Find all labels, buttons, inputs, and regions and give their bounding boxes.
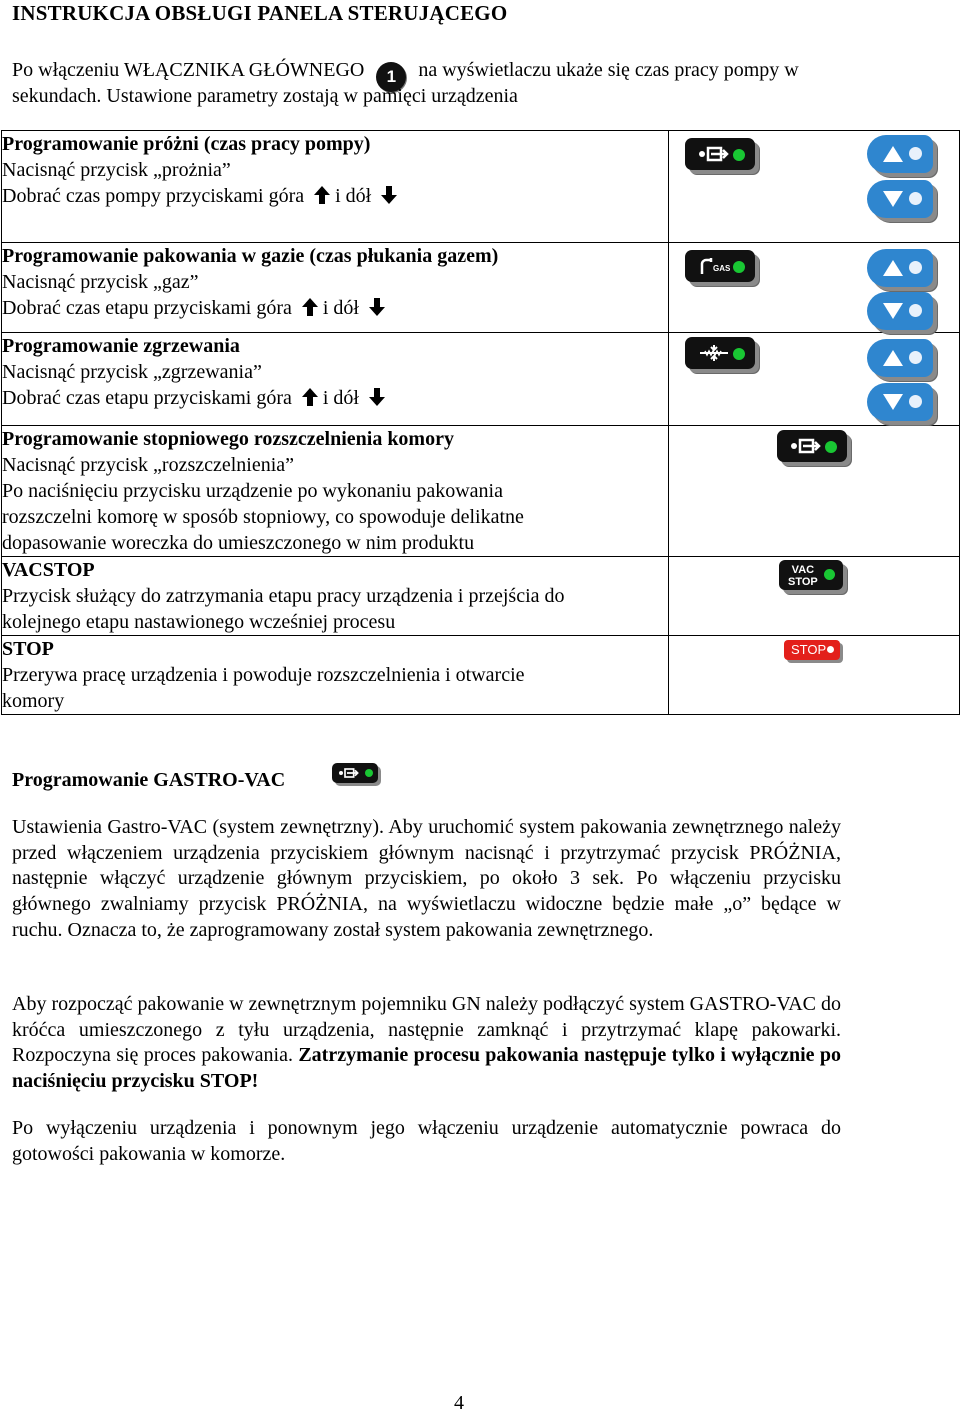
triangle-up-icon [883,146,903,162]
status-led [825,441,837,453]
vacstop-label [788,564,818,588]
gastro-vac-heading-text: Programowanie GASTRO-VAC [12,769,286,791]
sealing-buttons [669,333,960,426]
gastro-paragraph-1: Ustawienia Gastro-VAC (system zewnętrzny). Aby uruchomić system pakowania zewnętrznego należy przed włączeniem urządzenia przyciskiem głównym nacisnąć i przytrzymać przycisk PRÓŻNIA, następnie włączyć urządzenie głównym przyciskiem, po około 3 sek. Po włączeniu przycisku głównego zwalniamy przycisk PRÓŻNIA, na wyświetlaczu widoczne będzie małe „o” będące w ruchu. Oznacza to, że zaprogramowany został system pakowania zewnętrznego. [12,816,841,941]
vacuum-text [2,131,669,243]
stop-text [2,636,669,715]
status-led [909,351,922,364]
status-led [909,395,922,408]
arrow-down-icon [368,387,386,407]
section-line: dopasowanie woreczka do umieszczonego w nim produktu [2,532,475,554]
row-stop [2,636,960,715]
row-vacuum [2,131,960,243]
arrow-up-icon [301,387,319,407]
section-line: Nacisnąć przycisk „prożnia” [2,159,231,181]
status-led [733,149,745,161]
section-line: komory [2,690,65,712]
section-line [2,183,668,209]
status-led [909,304,922,317]
section-line: Przycisk służący do zatrzymania etapu pracy urządzenia i przejścia do [2,585,565,607]
section-line-text: i dół [322,297,359,319]
power-icon: 1 [376,62,406,92]
section-line-text: Dobrać czas etapu przyciskami góra [2,297,292,319]
venting-button[interactable] [777,430,847,462]
vacuum-buttons [669,131,960,243]
row-gas [2,243,960,333]
arrow-down-icon [380,185,398,205]
down-button[interactable] [867,292,933,330]
programming-table [1,130,960,715]
status-led [733,261,745,273]
down-button[interactable] [867,383,933,421]
gastro-paragraph-2 [12,992,841,1095]
section-line-text: i dół [322,387,359,409]
section-line [2,295,668,321]
status-led [824,569,835,580]
status-led [909,192,922,205]
up-button[interactable] [867,339,933,377]
status-led [365,769,373,777]
arrow-up-icon [313,185,331,205]
section-line: Nacisnąć przycisk „rozszczelnienia” [2,454,295,476]
page-number: 4 [454,1392,464,1414]
arrow-up-icon [301,297,319,317]
seal-icon [699,344,729,362]
up-button[interactable] [867,249,933,287]
vacuum-icon [699,145,729,163]
vacstop-text [2,557,669,636]
stop-label: STOP [791,642,827,657]
gas-button[interactable] [685,250,755,282]
vent-icon [791,437,821,455]
section-line: kolejnego etapu nastawionego wcześniej procesu [2,611,396,633]
triangle-down-icon [883,303,903,319]
section-line-text: Dobrać czas pompy przyciskami góra [2,185,305,207]
section-line: rozszczelni komorę w sposób stopniowy, co spowoduje delikatne [2,506,524,528]
vacstop-buttons [669,557,960,636]
intro-line-1 [12,57,952,86]
status-led [909,261,922,274]
gastro-vac-heading [12,767,285,793]
section-line-text: Dobrać czas etapu przyciskami góra [2,387,292,409]
gas-buttons [669,243,960,333]
section-heading: Programowanie pakowania w gazie (czas płukania gazem) [2,245,499,267]
section-line: Nacisnąć przycisk „zgrzewania” [2,361,262,383]
gastro-warning-text: Zatrzymanie procesu pakowania następuje tylko i wyłącznie po naciśnięciu przycisku STOP! [12,1044,841,1093]
section-line: Nacisnąć przycisk „gaz” [2,271,199,293]
vacuum-icon [337,767,361,779]
vacstop-button[interactable] [779,560,843,590]
stop-buttons [669,636,960,715]
section-line-text: i dół [335,185,372,207]
vacstop-label-line: VAC [791,564,815,576]
gastro-vac-button[interactable] [332,763,378,783]
status-dot [827,646,834,653]
row-venting [2,426,960,557]
up-button[interactable] [867,135,933,173]
sealing-button[interactable] [685,337,755,369]
intro-line-2: sekundach. Ustawione parametry zostają w pamięci urządzenia [12,85,518,107]
vacuum-button[interactable] [685,138,755,170]
venting-buttons [669,426,960,557]
vacstop-label-line: STOP [788,576,818,588]
sealing-text [2,333,669,426]
row-vacstop [2,557,960,636]
triangle-up-icon [883,260,903,276]
intro-text-after: na wyświetlaczu ukaże się czas pracy pompy w [418,59,799,81]
section-heading: STOP [2,638,54,660]
section-heading: Programowanie próżni (czas pracy pompy) [2,133,371,155]
triangle-down-icon [883,394,903,410]
intro-text-before: Po włączeniu WŁĄCZNIKA GŁÓWNEGO [12,59,365,81]
intro-text [12,57,952,109]
section-heading: VACSTOP [2,559,95,581]
section-heading: Programowanie stopniowego rozszczelnienia komory [2,428,454,450]
row-sealing [2,333,960,426]
gas-label: GAS [713,264,731,273]
down-button[interactable] [867,180,933,218]
status-led [733,348,745,360]
section-heading: Programowanie zgrzewania [2,335,240,357]
triangle-up-icon [883,350,903,366]
page-title: INSTRUKCJA OBSŁUGI PANELA STERUJĄCEGO [12,1,508,25]
arrow-down-icon [368,297,386,317]
section-line [2,385,668,411]
gastro-paragraph-2-text: Aby rozpocząć pakowanie w zewnętrznym pojemniku GN należy podłączyć system GASTRO-VAC do króćca umieszczonego z tyłu urządzenia, następnie zamknąć i przytrzymać klapę pakowarki. Rozpoczyna się proces pakowania. [12,993,841,1067]
gas-bottle-icon [699,257,713,275]
gastro-paragraph-3: Po wyłączeniu urządzenia i ponownym jego włączeniu urządzenie automatycznie powraca do gotowości pakowania w komorze. [12,1117,841,1165]
stop-button[interactable] [784,640,840,660]
venting-text [2,426,669,557]
section-line: Po naciśnięciu przycisku urządzenie po wykonaniu pakowania [2,480,503,502]
triangle-down-icon [883,191,903,207]
status-led [909,147,922,160]
gas-text [2,243,669,333]
section-line: Przerywa pracę urządzenia i powoduje rozszczelnienia i otwarcie [2,664,525,686]
